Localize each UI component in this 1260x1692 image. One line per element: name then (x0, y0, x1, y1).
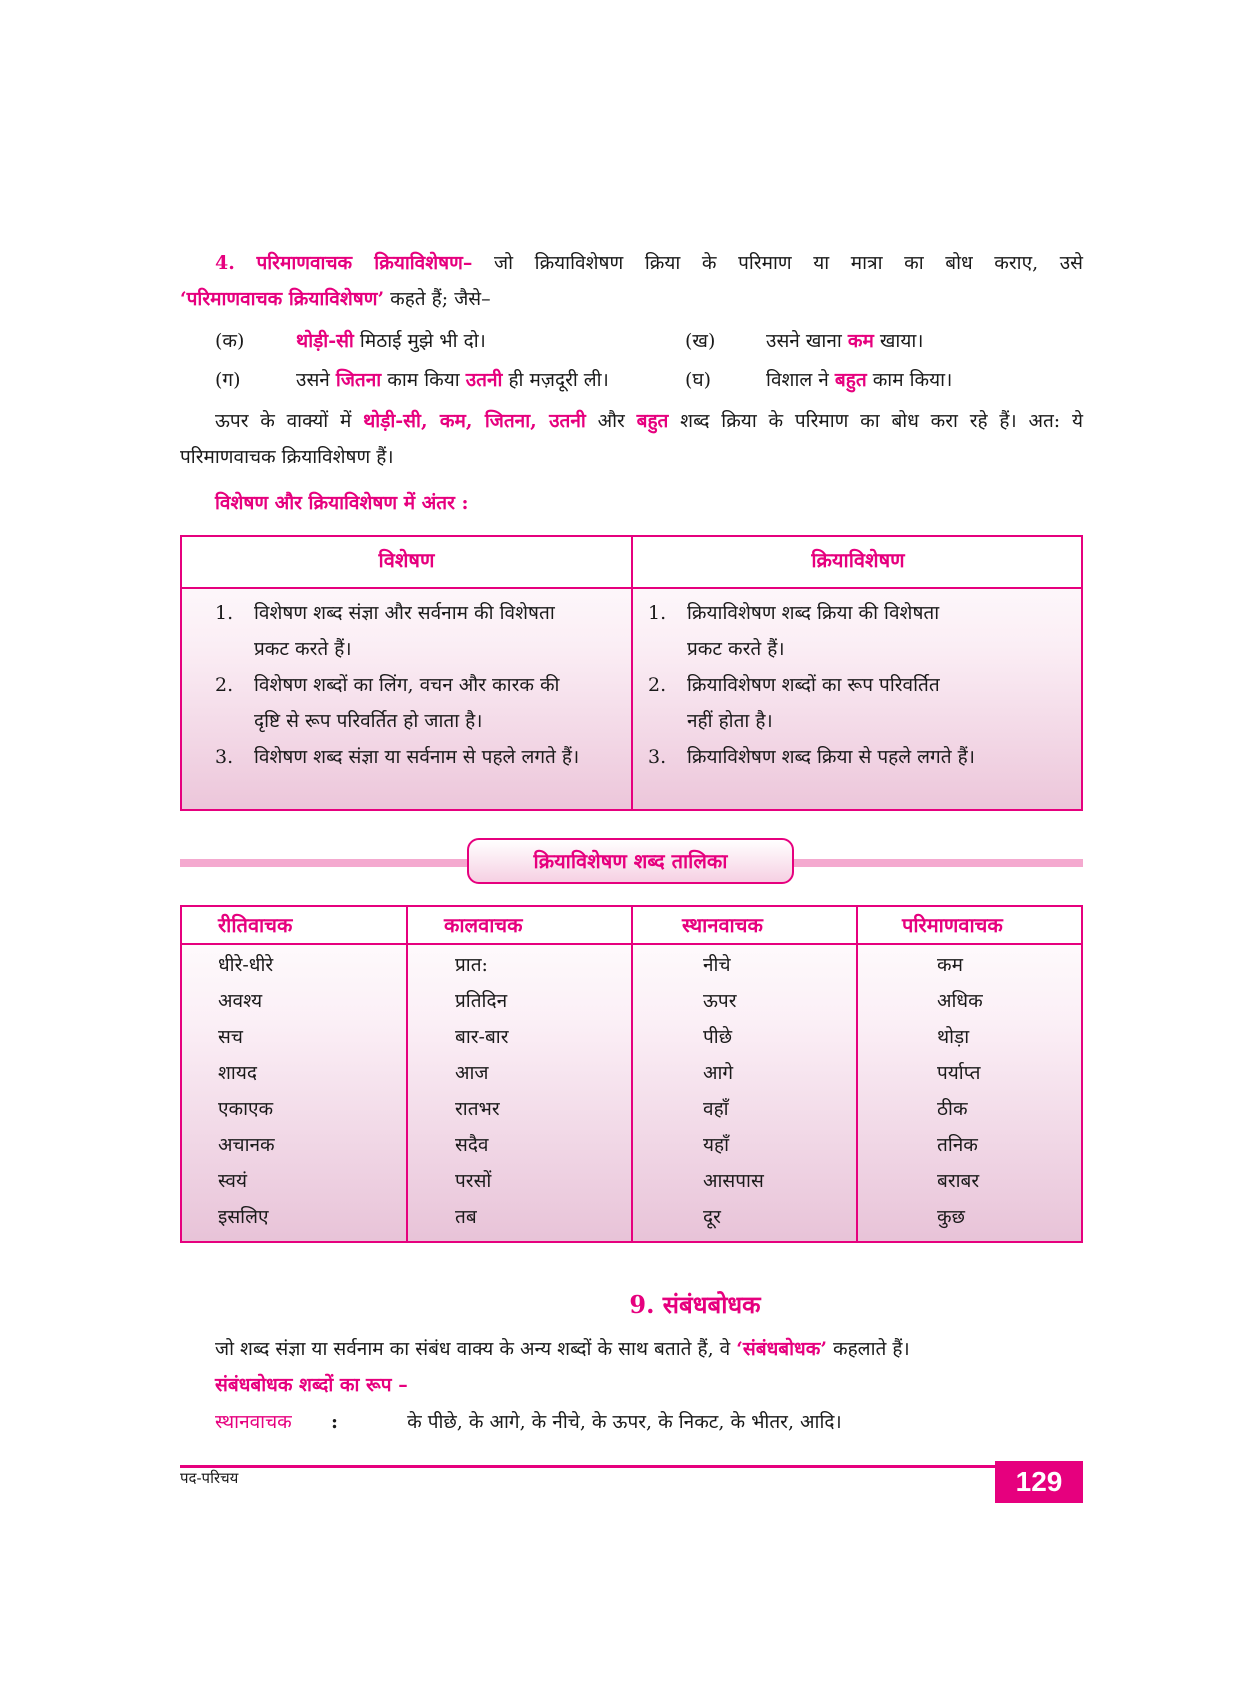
item-text: नहीं होता है। (687, 710, 773, 732)
kriyavisheshan-list (615, 595, 1083, 775)
item-text: विशेषण शब्द संज्ञा और सर्वनाम की विशेषता (254, 602, 555, 624)
table-cell: बार-बार (455, 1026, 509, 1048)
table-cell: सदैव (455, 1134, 489, 1156)
table-cell: वहाँ (703, 1098, 729, 1120)
summary-text: शब्द क्रिया के परिमाण का बोध करा रहे हैं। अत: ये (680, 410, 1083, 432)
summary-words: बहुत (636, 410, 669, 432)
list-item (182, 667, 631, 739)
word-table (180, 905, 1083, 1243)
list-item (182, 739, 631, 775)
table-cell: अवश्य (218, 990, 263, 1012)
form-label: स्थानवाचक (215, 1411, 292, 1433)
table-cell: नीचे (703, 954, 731, 976)
item-text: क्रियाविशेषण शब्द क्रिया से पहले लगते हैं। (687, 746, 975, 768)
item-text: प्रकट करते हैं। (254, 638, 352, 660)
item-number: 2. (648, 674, 667, 696)
header-kriyavisheshan: क्रियाविशेषण (811, 548, 905, 572)
example-text: विशाल ने (766, 369, 829, 391)
section4-term: ‘परिमाणवाचक क्रियाविशेषण’ (180, 288, 385, 310)
header-parimanvachak: परिमाणवाचक (902, 913, 1003, 937)
table-cell: रातभर (455, 1098, 500, 1120)
table-cell: धीरे-धीरे (218, 954, 274, 976)
section4-intro-line (180, 246, 1083, 280)
table-cell: दूर (703, 1206, 721, 1228)
table-cell: परसों (455, 1170, 492, 1192)
item-text: क्रियाविशेषण शब्द क्रिया की विशेषता (687, 602, 940, 624)
section4-number: 4. (215, 252, 235, 274)
item-number: 1. (215, 602, 234, 624)
item-number: 3. (648, 746, 667, 768)
example-text: ही मज़दूरी ली। (508, 369, 609, 391)
table-cell: तनिक (937, 1134, 978, 1156)
table-cell: कुछ (937, 1206, 965, 1228)
summary-text: और (597, 410, 625, 432)
table-cell: थोड़ा (937, 1026, 970, 1048)
footer-divider (180, 1465, 1083, 1468)
header-kalvachak: कालवाचक (444, 913, 523, 937)
definition-term: ‘संबंधबोधक’ (736, 1338, 827, 1360)
item-text: प्रकट करते हैं। (687, 638, 785, 660)
section9-forms-heading: संबंधबोधक शब्दों का रूप – (215, 1374, 408, 1396)
item-text: विशेषण शब्दों का लिंग, वचन और कारक की (254, 674, 560, 696)
table-cell: आगे (703, 1062, 734, 1084)
table-cell: अचानक (218, 1134, 275, 1156)
definition-text: जो शब्द संज्ञा या सर्वनाम का संबंध वाक्य के अन्य शब्दों के साथ बताते हैं, वे (215, 1338, 731, 1360)
example-text: मिठाई मुझे भी दो। (359, 330, 486, 352)
example-bold: थोड़ी-सी (296, 330, 354, 352)
table-cell: सच (218, 1026, 243, 1048)
table-cell: आज (455, 1062, 489, 1084)
example-bold: उतनी (465, 369, 503, 391)
table-cell: शायद (218, 1062, 257, 1084)
table-cell: इसलिए (218, 1206, 269, 1228)
header-sthanvachak: स्थानवाचक (682, 913, 763, 937)
item-number: 1. (648, 602, 667, 624)
table-cell: आसपास (703, 1170, 764, 1192)
kalvachak-column (455, 947, 509, 1235)
page-number: 129 (995, 1461, 1083, 1503)
column-divider (856, 907, 858, 1241)
section9-title: 9. संबंधबोधक (629, 1290, 761, 1319)
section4-intro-end: कहते हैं; जैसे– (390, 288, 491, 310)
example-kh (685, 324, 924, 358)
summary-text: ऊपर के वाक्यों में (215, 410, 352, 432)
example-gh (685, 363, 952, 397)
table-cell: प्रतिदिन (455, 990, 508, 1012)
definition-text: कहलाते हैं। (833, 1338, 910, 1360)
list-item (182, 595, 631, 667)
example-text: खाया। (879, 330, 924, 352)
example-bold: जितना (335, 369, 382, 391)
visheshan-list (182, 595, 631, 775)
table-cell: एकाएक (218, 1098, 274, 1120)
example-label: (घ) (685, 369, 712, 391)
table-cell: तब (455, 1206, 477, 1228)
example-label: (क) (215, 330, 245, 352)
column-divider (631, 907, 633, 1241)
column-divider (406, 907, 408, 1241)
section4-summary-line2: परिमाणवाचक क्रियाविशेषण हैं। (180, 446, 394, 468)
example-label: (ख) (685, 330, 716, 352)
table-cell: कम (937, 954, 963, 976)
header-visheshan: विशेषण (378, 548, 435, 572)
item-number: 3. (215, 746, 234, 768)
example-bold: कम (847, 330, 874, 352)
difference-table (180, 535, 1083, 811)
table-cell: यहाँ (703, 1134, 730, 1156)
example-label: (ग) (215, 369, 241, 391)
table-cell: ऊपर (703, 990, 737, 1012)
ritivachak-column (218, 947, 275, 1235)
item-text: दृष्टि से रूप परिवर्तित हो जाता है। (254, 710, 483, 732)
form-values: के पीछे, के आगे, के नीचे, के ऊपर, के निकट, के भीतर, आदि। (407, 1411, 842, 1433)
section4-summary (180, 404, 1083, 438)
example-g (215, 363, 609, 397)
example-bold: बहुत (834, 369, 867, 391)
item-text: क्रियाविशेषण शब्दों का रूप परिवर्तित (687, 674, 940, 696)
item-number: 2. (215, 674, 234, 696)
list-item (615, 739, 1083, 775)
example-text: काम किया। (872, 369, 953, 391)
example-text: काम किया (387, 369, 460, 391)
difference-heading: विशेषण और क्रियाविशेषण में अंतर : (215, 492, 469, 514)
section4-intro: जो क्रियाविशेषण क्रिया के परिमाण या मात्रा का बोध कराए, उसे (494, 252, 1084, 274)
example-text: उसने खाना (766, 330, 842, 352)
section9-form-row (180, 1405, 1083, 1439)
table-cell: पीछे (703, 1026, 733, 1048)
example-k (215, 324, 486, 358)
list-item (615, 667, 1083, 739)
table-cell: बराबर (937, 1170, 980, 1192)
table-cell: स्वयं (218, 1170, 247, 1192)
table-cell: पर्याप्त (937, 1062, 981, 1084)
table-cell: ठीक (937, 1098, 968, 1120)
parimanvachak-column (937, 947, 983, 1235)
word-table-banner: क्रियाविशेषण शब्द तालिका (467, 838, 794, 884)
list-item (615, 595, 1083, 667)
table-cell: प्रात: (455, 954, 488, 976)
form-colon: : (331, 1411, 339, 1433)
sthanvachak-column (703, 947, 764, 1235)
header-ritivachak: रीतिवाचक (218, 913, 293, 937)
section9-definition (180, 1332, 1083, 1366)
footer-chapter: पद-परिचय (180, 1469, 239, 1487)
summary-words: थोड़ी-सी, कम, जितना, उतनी (363, 410, 586, 432)
table-cell: अधिक (937, 990, 983, 1012)
section4-heading: परिमाणवाचक क्रियाविशेषण– (256, 252, 473, 274)
item-text: विशेषण शब्द संज्ञा या सर्वनाम से पहले लगते हैं। (254, 746, 580, 768)
section4-intro-line2 (180, 282, 1083, 316)
example-text: उसने (296, 369, 330, 391)
